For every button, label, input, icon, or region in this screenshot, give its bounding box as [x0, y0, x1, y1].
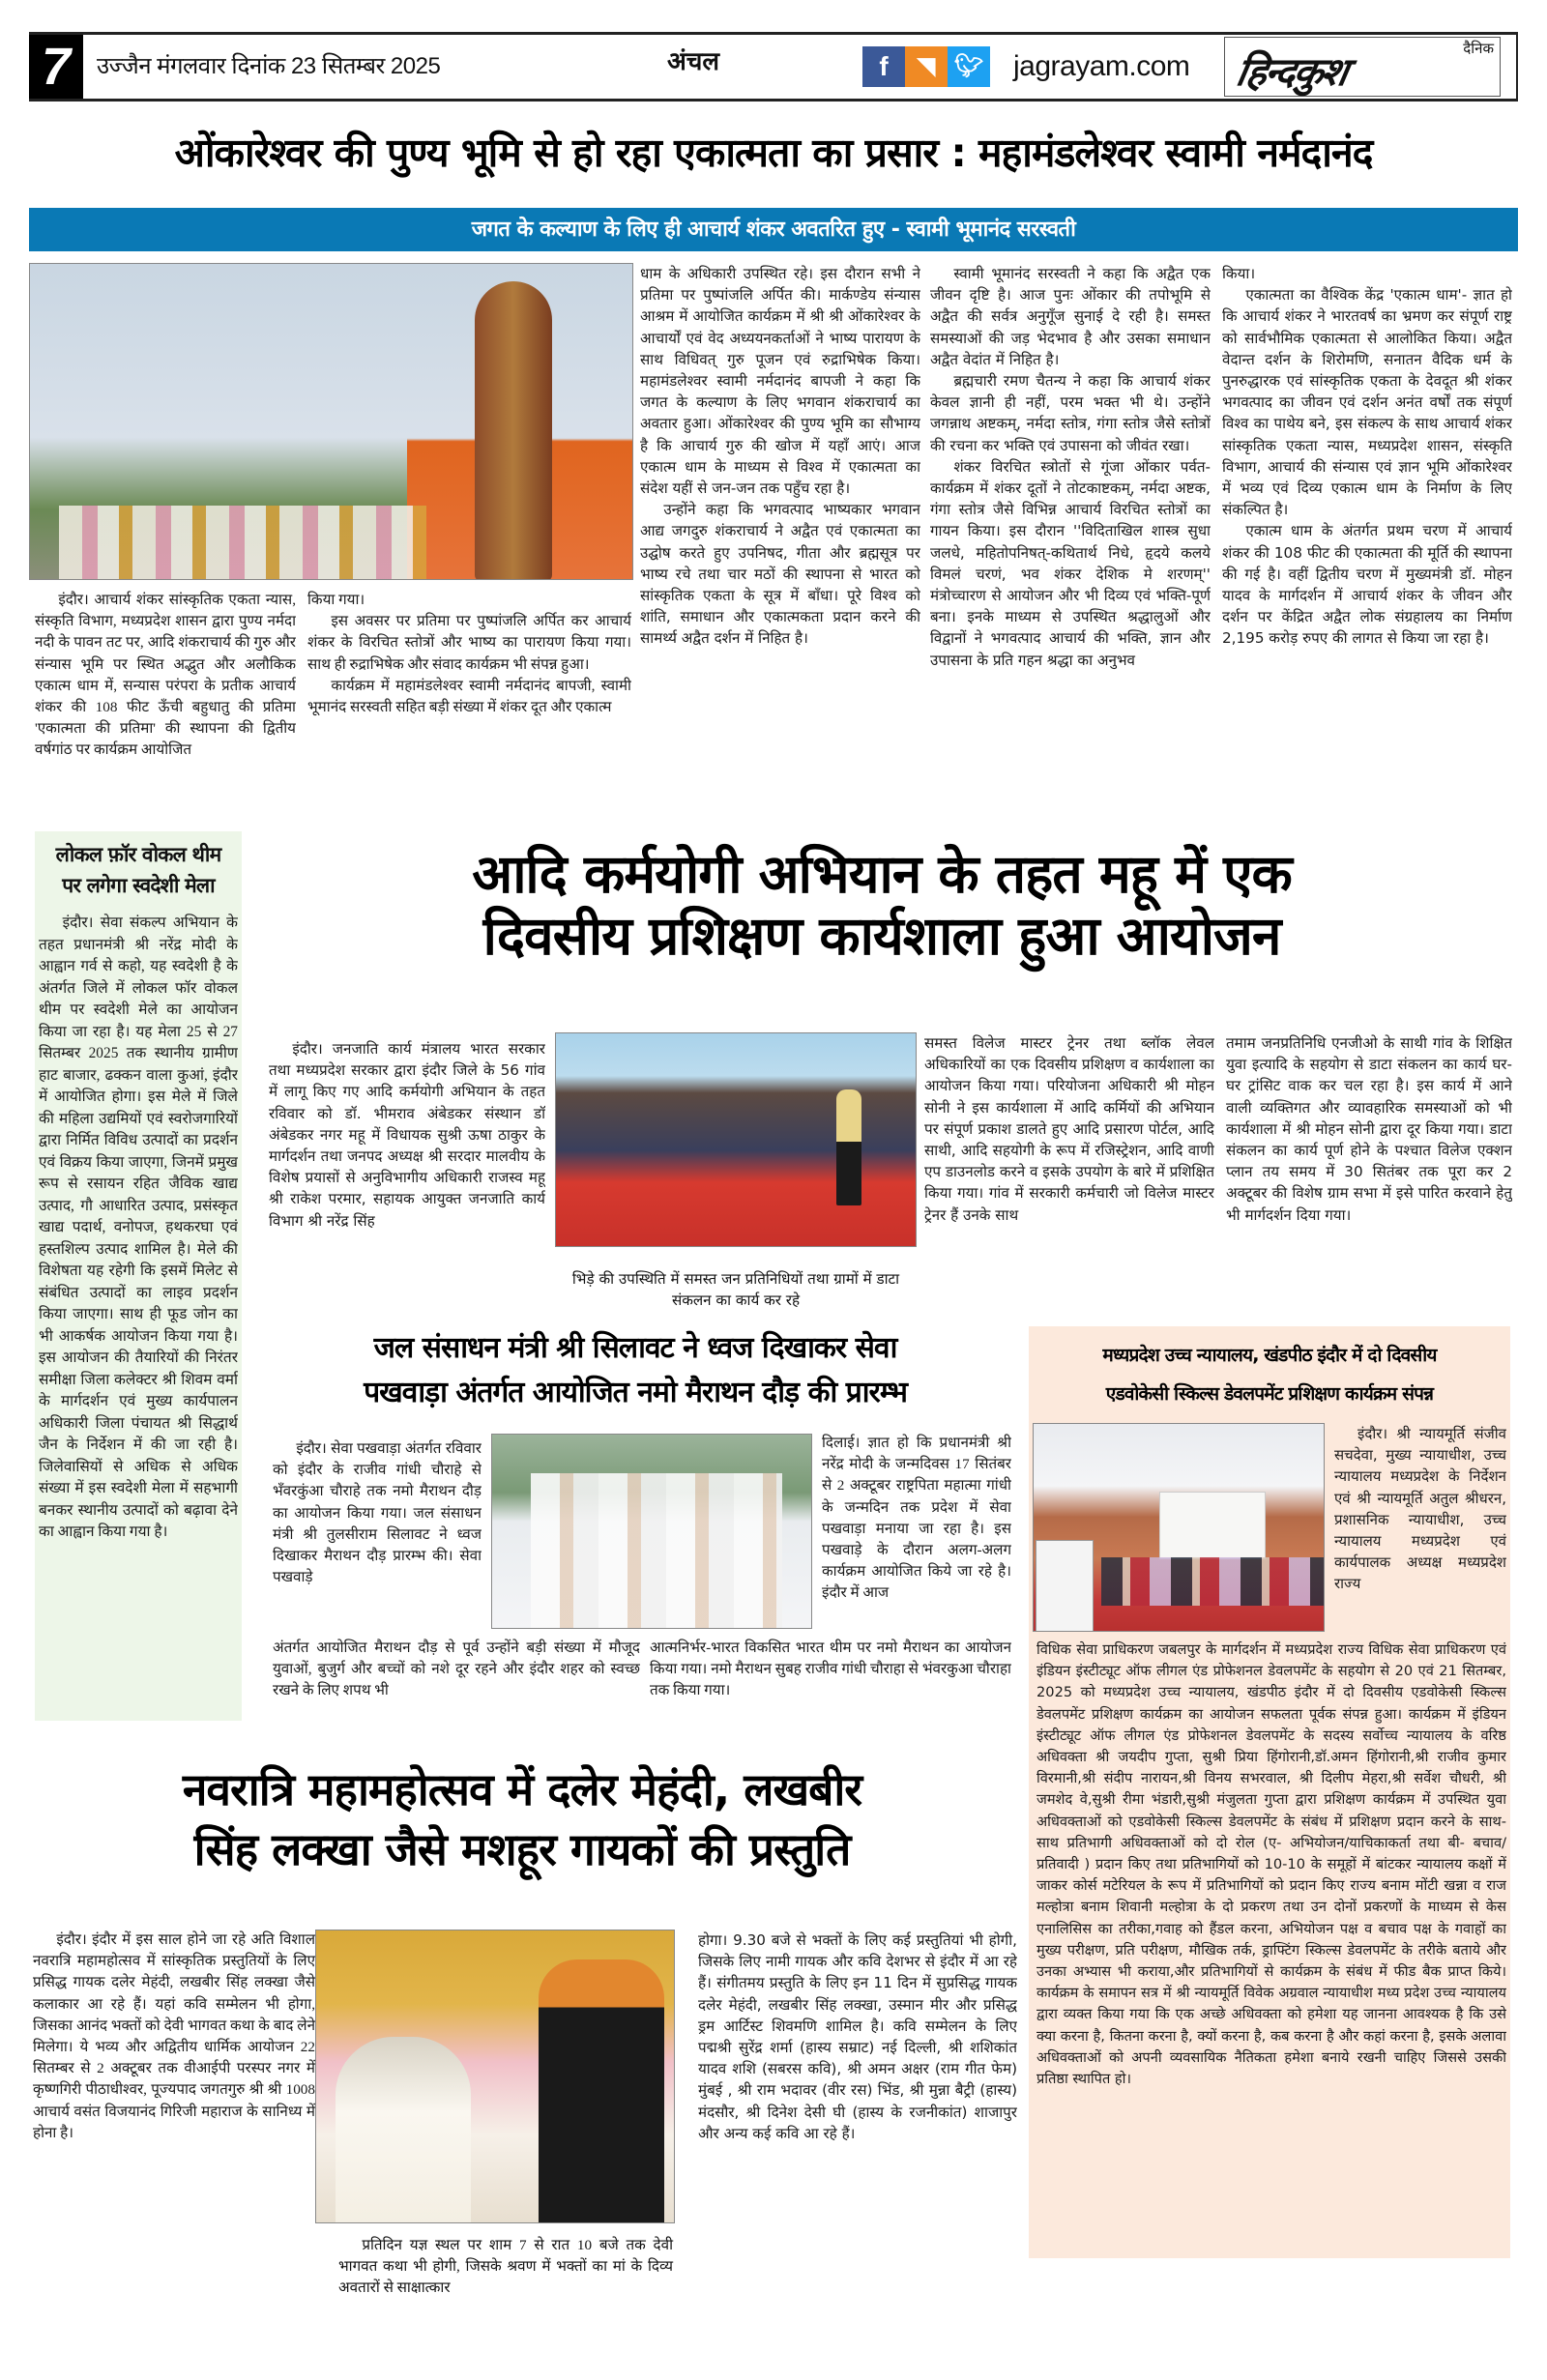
devotees-crowd [59, 506, 426, 580]
podium [1036, 1540, 1094, 1632]
article2-headline: आदि कर्मयोगी अभियान के तहत महू में एक दिवसीय प्रशिक्षण कार्यशाला हुआ आयोजन [472, 843, 1292, 967]
article4-column-3: होगा। 9.30 बजे से भक्तों के लिए कई प्रस्तुतियां भी होगी, जिसके लिए नामी गायक और कवि देशभर से इंदौर में आ रहे हैं। संगीतमय प्रस्तुति के लिए इन 11 दिन में सुप्रसिद्ध गायक दलेर मेहंदी, लखबीर सिंह लक्खा, उस्मान मीर और प्रसिद्ध ड्रम आर्टिस्ट शिवमणि शामिल है। कवि सम्मेलन के लिए पद्मश्री सुरेंद्र शर्मा (हास्य सम्राट) नई दिल्ली, श्री शशिकांत यादव शशि (सबरस कवि), श्री अमन अक्षर (राम गीत फेम) मुंबई , श्री राम भदावर (वीर रस) भिंड, श्री मुन्ना बैट्री (हास्य) मंदसौर, श्री दिनेश देसी घी (हास्य के रजनीकांत) शाजापुर और अन्य कई कवि आ रहे हैं। [698, 1931, 1017, 2142]
article3-bottom-2: आत्मनिर्भर-भारत विकसित भारत थीम पर नमो मैराथन का आयोजन किया गया। नमो मैराथन सुबह राजीव गांधी चौराहा से भंवरकुआ चौराहा तक किया गया। [650, 1640, 1011, 1699]
article3-photo-marathon [491, 1434, 812, 1629]
section-name: अंचल [667, 47, 720, 76]
court-box-side-text: इंदौर। श्री न्यायमूर्ति संजीव सचदेवा, मुख्य न्यायाधीश, उच्च न्यायालय मध्यप्रदेश के निर्देशन एवं श्री न्यायमूर्ति अतुल श्रीधरन, प्रशासनिक न्यायाधीश, उच्च न्यायालय मध्यप्रदेश एवं कार्यपालक अध्यक्ष मध्यप्रदेश राज्य [1334, 1425, 1506, 1593]
article1-strap: जगत के कल्याण के लिए ही आचार्य शंकर अवतरित हुए - स्वामी भूमानंद सरस्वती [29, 208, 1518, 251]
article3-column-1: इंदौर। सेवा पखवाड़ा अंतर्गत रविवार को इंदौर के राजीव गांधी चौराहे से भँवरकुंआ चौराहे तक नमो मैराथन दौड़ का आयोजन किया गया। जल संसाधन मंत्री श्री तुलसीराम सिलावट ने ध्वज दिखाकर मैराथन दौड़ प्रारम्भ की। सेवा पखवाड़े [273, 1440, 482, 1586]
twitter-icon[interactable]: 🐦︎ [948, 46, 990, 87]
singer-figure [539, 1959, 664, 2223]
article1-column-5: किया। एकात्मता का वैश्विक केंद्र 'एकात्म धाम'- ज्ञात हो कि आचार्य शंकर ने भारतवर्ष का भ्रमण कर संपूर्ण राष्ट्र को सार्वभौमिक एकात्मता से आलोकित किया। अद्वैत वेदान्त दर्शन के शिरोमणि, सनातन वैदिक धर्म के पुनरुद्धारक एवं सांस्कृतिक एकता के देवदूत श्री शंकर भगवत्पाद का जीवन एवं दर्शन अनंत वर्षों तक संपूर्ण विश्व का पाथेय बने, इस संकल्प के साथ आचार्य शंकर सांस्कृतिक एकता न्यास, मध्यप्रदेश शासन, संस्कृति विभाग, आचार्य की संन्यास एवं ज्ञान भूमि ओंकारेश्वर में भव्य एवं दिव्य एकात्म धाम के निर्माण के लिए संकल्पित है। एकात्म धाम के अंतर्गत प्रथम चरण में आचार्य शंकर की 108 फीट की एकात्मता की मूर्ति की स्थापना की गई है। वहीं द्वितीय चरण में मुख्यमंत्री डॉ. मोहन यादव के मार्गदर्शन में आचार्य शंकर के जीवन और दर्शन पर केंद्रित अद्वैत लोक संग्रहालय का निर्माण 2,195 करोड़ रुपए की लागत से किया जा रहा है। [1222, 265, 1512, 648]
article1-headline: ओंकारेश्वर की पुण्य भूमि से हो रहा एकात्मता का प्रसार : महामंडलेश्वर स्वामी नर्मदानंद [174, 130, 1373, 176]
seated-panel [1101, 1557, 1324, 1606]
article2-under-photo-text: भिड़े की उपस्थिति में समस्त जन प्रतिनिधियों तथा ग्रामों में डाटा संकलन का कार्य कर रहे [571, 1270, 900, 1310]
article2-column-1: इंदौर। जनजाति कार्य मंत्रालय भारत सरकार तथा मध्यप्रदेश सरकार द्वारा इंदौर जिले के 56 गांव में लागू किए गए आदि कर्मयोगी अभियान के तहत रविवार को डॉ. भीमराव अंबेडकर संस्थान डॉ अंबेडकर नगर महू में विधायक सुश्री ऊषा ठाकुर के मार्गदर्शन तथा जनपद अध्यक्ष श्री सरदार मालवीय के विशेष प्रयासों से अनुविभागीय अधिकारी राजस्व महू श्री राकेश परमार, सहायक आयुक्त जनजाति कार्य विभाग श्री नरेंद्र सिंह [269, 1040, 545, 1230]
article1-column-4: स्वामी भूमानंद सरस्वती ने कहा कि अद्वैत एक जीवन दृष्टि है। आज पुनः ओंकार की तपोभूमि से अद्वैत की सर्वत्र अनुगूँज सुनाई दे रही है। समस्त समस्याओं की जड़ भेदभाव है और उसका समाधान अद्वैत वेदांत में निहित है। ब्रह्मचारी रमण चैतन्य ने कहा कि आचार्य शंकर केवल ज्ञानी ही नहीं, परम भक्त भी थे। उन्होंने जगन्नाथ अष्टकम्, नर्मदा स्तोत्र, गंगा स्तोत्र जैसे स्तोत्रों की रचना कर भक्ति एवं उपासना को जीवंत रखा। शंकर विरचित स्त्रोतों से गूंजा ओंकार पर्वत- कार्यक्रम में शंकर दूतों ने तोटकाष्टकम्, नर्मदा अष्टक, गंगा स्तोत्र जैसे विभिन्न आचार्य विरचित स्तोत्रों का गायन किया। इस दौरान ''विदिताखिल शास्त्र सुधा जलधे, महितोपनिषत्-कथितार्थ निधे, हृदये कलये विमलं चरणं, भव शंकर देशिक मे शरणम्'' मंत्रोच्चारण से आयोजन और भी दिव्य एवं भक्ति-पूर्ण बना। इनके माध्यम से उपस्थित श्रद्धालुओं और विद्वानों ने भगवत्पाद आचार्य की भक्ति, ज्ञान और उपासना के प्रति गहन श्रद्धा का अनुभव [930, 265, 1211, 669]
article2-column-4: तमाम जनप्रतिनिधि एनजीओ के साथी गांव के शिक्षित युवा इत्यादि के सहयोग से डाटा संकलन का कार्य घर-घर ट्रांसिट वाक कर चल रहा है। इस कार्य में आने वाली व्यक्तिगत और व्यावहारिक समस्याओं को भी कार्यशाला में श्री मोहन सोनी द्वारा दूर किया गया। डाटा संकलन का कार्य पूर्ण होने के पश्चात विलेज एक्शन प्लान तय समय में 30 सितंबर तक पूरा कर 2 अक्टूबर की विशेष ग्राम सभा में इसे पारित करवाने हेतु भी मार्गदर्शन दिया गया। [1226, 1034, 1512, 1224]
article1-column-3: धाम के अधिकारी उपस्थित रहे। इस दौरान सभी ने प्रतिमा पर पुष्पांजलि अर्पित की। मार्कण्डेय संन्यास आश्रम में आयोजित कार्यक्रम में श्री श्री ओंकारेश्वर के आचार्यों एवं वेद अध्ययनकर्ताओं ने भाष्य पारायण के साथ विधिवत् गुरु पूजन एवं रुद्राभिषेक किया। महामंडलेश्वर स्वामी नर्मदानंद बापजी ने कहा कि जगत के कल्याण के लिए भगवान शंकराचार्य का अवतार हुआ। ओंकारेश्वर की पुण्य भूमि का सौभाग्य है कि आचार्य गुरु की खोज में यहाँ आएं। आज एकात्म धाम के माध्यम से विश्व में एकात्मता का संदेश यहीं से जन-जन तक पहुँच रहा है। उन्होंने कहा कि भगवत्पाद भाष्यकार भगवान आद्य जगदुरु शंकराचार्य ने अद्वैत एवं एकात्मता का उद्घोष करते हुए उपनिषद, गीता और ब्रह्मसूत्र पर भाष्य रचे तथा चार मठों की स्थापना से भारत को सांस्कृतिक एकता के सूत्र में बाँधा। पूरे विश्व को शांति, समाधान और एकात्मकता प्रदान करने की सामर्थ्य अद्वैत दर्शन में निहित है। [640, 265, 920, 648]
dateline: उज्जैन मंगलवार दिनांक 23 सितम्बर 2025 [97, 53, 441, 79]
logo-wordmark: हिन्दकुश [1232, 49, 1351, 95]
court-box-body: विधिक सेवा प्राधिकरण जबलपुर के मार्गदर्शन में मध्यप्रदेश राज्य विधिक सेवा प्राधिकरण एवं इंडियन इंस्टीट्यूट ऑफ लीगल एंड प्रोफेशनल डेवलपमेंट के सहयोग से 20 एवं 21 सितम्बर, 2025 को मध्यप्रदेश उच्च न्यायालय, खंडपीठ इंदौर में दो दिवसीय एडवोकेसी स्किल्स डेवलपमेंट प्रशिक्षण कार्यक्रम का आयोजन सफलता पूर्वक संपन्न हुआ। कार्यक्रम में इंडियन इंस्टीट्यूट ऑफ लीगल एंड प्रोफेशनल डेवलपमेंट के सदस्य सर्वोच्च न्यायालय के वरिष्ठ अधिवक्ता श्री जयदीप गुप्ता, सुश्री प्रिया हिंगोरानी,डॉ.अमन हिंगोरानी,श्री राजीव कुमार विरमानी,श्री संदीप नारायन,श्री विनय सभरवाल, श्री दिलीप मेहरा,श्री सर्वेश चौधरी, श्री जमशेद वे,सुश्री रीमा भंडारी,सुश्री मंजुलता गुप्ता द्वारा प्रशिक्षण कार्यक्रम में उपस्थित युवा अधिवक्ताओं को एडवोकेसी स्किल्स डेवलपमेंट के संबंध में प्रशिक्षण प्रदान करने के साथ- साथ प्रतिभागी अधिवक्ताओं को दो रोल (ए- अभियोजन/याचिकाकर्ता तथा बी- बचाव/प्रतिवादी ) प्रदान किए तथा प्रतिभागियों को 10-10 के समूहों में बांटकर न्यायालय कक्षों में जाकर कोर्स मटेरियल के रूप में प्रतिभागियों को प्रदान किए राज्य बनाम मोंटी खन्ना व राज मल्होत्रा बनाम शिवानी मल्होत्रा के दो प्रकरण तथा उन दोनों प्रकरणों के माध्यम से केस एनालिसिस का तरीका,गवाह को हैंडल करना, अभियोजन पक्ष व बचाव पक्ष के गवाहों का मुख्य परीक्षण, प्रति परीक्षण, मौखिक तर्क, ड्राफ्टिंग स्किल्स डेवलपमेंट के तरीके बताये और उनका अभ्यास भी कराया,और प्रतिभागियों से कार्यक्रम के संबंध में फीड बैक प्राप्त किये।कार्यक्रम के समापन सत्र में श्री न्यायमूर्ति विवेक अग्रवाल न्यायाधीश मध्य प्रदेश उच्च न्यायालय द्वारा व्यक्त किया गया कि एक अच्छे अधिवक्ता को हमेशा यह जानना आवश्यक है कि उसे क्या करना है, कितना करना है, क्यों करना है, कब करना है और कहां करना है, इसके अलावा अधिवक्ताओं को अपनी व्यवसायिक नैतिकता हमेशा बनाये रखनी चाहिए जिससे उसकी प्रतिष्ठा स्थापित हो। [1036, 1641, 1506, 2088]
article1-column-1: इंदौर। आचार्य शंकर सांस्कृतिक एकता न्यास, संस्कृति विभाग, मध्यप्रदेश शासन द्वारा पुण्य नर्मदा नदी के पावन तट पर, आदि शंकराचार्य की गुरु और संन्यास भूमि पर स्थित अद्भुत और अलौकिक एकात्म धाम में, सन्यास परंपरा के प्रतीक आचार्य शंकर की 108 फीट ऊँची बहुधातु की प्रतिमा 'एकात्मता की प्रतिमा' की स्थापना की द्वितीय वर्षगांठ पर कार्यक्रम आयोजित [35, 592, 296, 759]
site-url[interactable]: jagrayam.com [1013, 50, 1190, 82]
rss-icon[interactable]: ◥ [905, 46, 948, 87]
masthead [29, 32, 1518, 102]
local-box-body: इंदौर। सेवा संकल्प अभियान के तहत प्रधानमंत्री श्री नरेंद्र मोदी के आह्वान गर्व से कहो, यह स्वदेशी है के अंतर्गत जिले में लोकल फॉर वोकल थीम पर स्वदेशी मेले का आयोजन किया जा रहा है। यह मेला 25 से 27 सितम्बर 2025 तक स्थानीय ग्रामीण हाट बाजार, ढक्कन वाला कुआं, इंदौर में आयोजित होगा। इस मेले में जिले की महिला उद्यमियों एवं स्वरोजगारियों द्वारा निर्मित विविध उत्पादों का प्रदर्शन एवं विक्रय किया जाएगा, जिनमें प्रमुख रूप से रसायन रहित जैविक खाद्य उत्पाद, गौ आधारित उत्पाद, प्रसंस्कृत खाद्य पदार्थ, वनोपज, हथकरघा एवं हस्तशिल्प उत्पाद शामिल है। मेले की विशेषता यह रहेगी कि इसमें मिलेट से संबंधित उत्पादों का लाइव प्रदर्शन किया जाएगा। साथ ही फूड जोन का भी आकर्षक आयोजन किया गया है। इस आयोजन की तैयारियों की निरंतर समीक्षा जिला कलेक्टर श्री शिवम वर्मा के मार्गदर्शन एवं मुख्य कार्यपालन अधिकारी जिला पंचायत श्री सिद्धार्थ जैन के निर्देशन में की जा रही है। जिलेवासियों से अधिक से अधिक संख्या में इस स्वदेशी मेला में सहभागी बनकर स्थानीय उत्पादों को बढ़ावा देने का आह्वान किया गया है। [39, 914, 238, 1540]
article3-headline: जल संसाधन मंत्री श्री सिलावट ने ध्वज दिखाकर सेवा पखवाड़ा अंतर्गत आयोजित नमो मैराथन दौड़ की प्रारम्भ [364, 1331, 907, 1409]
article4-headline: नवरात्रि महामहोत्सव में दलेर मेहंदी, लखबीर सिंह लक्खा जैसे मशहूर गायकों की प्रस्तुति [182, 1763, 862, 1875]
article4-under-photo-text: प्रतिदिन यज्ञ स्थल पर शाम 7 से रात 10 बजे तक देवी भागवत कथा भी होगी, जिसके श्रवण में भक्तों का मां के दिव्य अवतारों से साक्षात्कार [338, 2237, 673, 2297]
facebook-icon[interactable]: f [862, 46, 905, 87]
article1-column-2: किया गया। इस अवसर पर प्रतिमा पर पुष्पांजलि अर्पित कर आचार्य शंकर के विरचित स्तोत्रों और भाष्य का पारायण किया गया। साथ ही रुद्राभिषेक और संवाद कार्यक्रम भी संपन्न हुआ। कार्यक्रम में महामंडलेश्वर स्वामी नर्मदानंद बापजी, स्वामी भूमानंद सरस्वती सहित बड़ी संख्या में शंकर दूत और एकात्म [307, 592, 631, 716]
newspaper-logo [1224, 37, 1501, 97]
court-box-headline: मध्यप्रदेश उच्च न्यायालय, खंडपीठ इंदौर में दो दिवसीय एडवोकेसी स्किल्स डेवलपमेंट प्रशिक्षण कार्यक्रम संपन्न [1102, 1345, 1437, 1405]
article2-photo-workshop [555, 1032, 917, 1247]
runners-crowd [531, 1473, 782, 1629]
logo-tagline: दैनिक [1463, 40, 1494, 57]
article2-column-3: समस्त विलेज मास्टर ट्रेनर तथा ब्लॉक लेवल अधिकारियों का एक दिवसीय प्रशिक्षण व कार्यशाला का आयोजन किया गया। परियोजना अधिकारी श्री मोहन सोनी ने इस कार्यशाला में आदि कर्मियों की अभियान पर संपूर्ण प्रकाश डालते हुए आदि प्रसारण पोर्टल, आदि साथी, आदि सहयोगी के रूप में रजिस्ट्रेशन, आदि वाणी एप डाउनलोड करने व इसके उपयोग के बारे में प्रशिक्षित किया गया। गांव में सरकारी कर्मचारी जो विलेज मास्टर ट्रेनर हैं उनके साथ [924, 1034, 1214, 1224]
statue-figure [475, 281, 552, 580]
speaker-figure [836, 1089, 861, 1205]
saint-figure [336, 2037, 471, 2223]
projector-screen [1159, 1492, 1266, 1559]
high-court-box [1029, 1326, 1510, 2258]
article1-photo-statue [29, 263, 633, 580]
court-box-photo-dignitaries [1033, 1423, 1325, 1632]
local-box-headline: लोकल फ़ॉर वोकल थीम पर लगेगा स्वदेशी मेला [55, 843, 221, 897]
local-for-vocal-box [35, 831, 242, 1721]
page-number: 7 [29, 35, 83, 99]
article4-column-1: इंदौर। इंदौर में इस साल होने जा रहे अति विशाल नवरात्रि महामहोत्सव में सांस्कृतिक प्रस्तुतियों के लिए प्रसिद्ध गायक दलेर मेहंदी, लखबीर सिंह लक्खा जैसे कलाकार आ रहे हैं। यहां कवि सम्मेलन भी होगा, जिसका आनंद भक्तों को देवी भागवत कथा के बाद लेने मिलेगा। ये भव्य और अद्वितीय धार्मिक आयोजन 22 सितम्बर से 2 अक्टूबर तक वीआईपी परस्पर नगर में कृष्णगिरी पीठाधीश्वर, पूज्यपाद जगतगुरु श्री श्री 1008 आचार्य वसंत विजयानंद गिरिजी महाराज के सानिध्य में होना है। [33, 1931, 315, 2141]
article4-photo-saint-and-singer [315, 1930, 675, 2223]
article3-bottom-1: अंतर्गत आयोजित मैराथन दौड़ से पूर्व उन्होंने बड़ी संख्या में मौजूद युवाओं, बुजुर्ग और बच्चों को नशे दूर रहने और इंदौर शहर को स्वच्छ रखने के लिए शपथ भी [273, 1640, 640, 1699]
article3-column-2: दिलाई। ज्ञात हो कि प्रधानमंत्री श्री नरेंद्र मोदी के जन्मदिवस 17 सितंबर से 2 अक्टूबर राष्ट्रपिता महात्मा गांधी के जन्मदिन तक प्रदेश में सेवा पखवाड़ा मनाया जा रहा है। इस पखवाड़े के दौरान अलग-अलग कार्यक्रम आयोजित किये जा रहे है। इंदौर में आज [822, 1435, 1011, 1602]
